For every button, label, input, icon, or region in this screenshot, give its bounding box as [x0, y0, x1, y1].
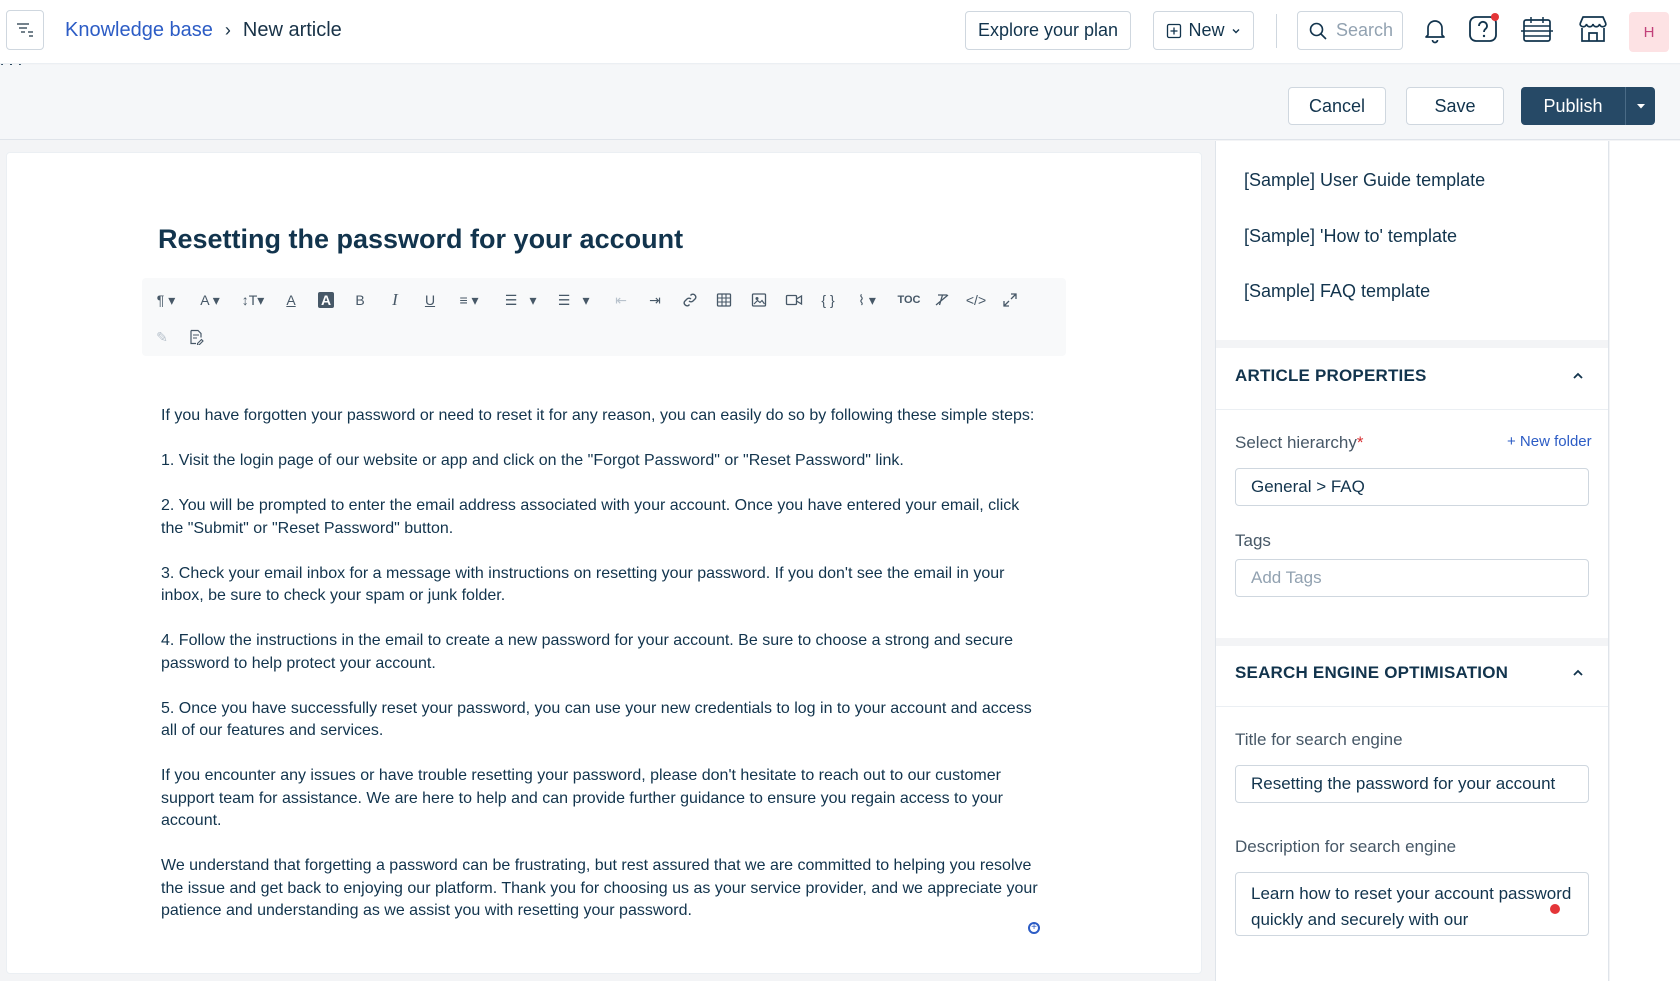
bullet-list-icon: ☰	[557, 291, 571, 308]
paragraph-icon: ¶ ▾	[156, 291, 176, 308]
seo-title-label: Title for search engine	[1235, 730, 1403, 749]
article-properties-heading[interactable]: ARTICLE PROPERTIES	[1235, 366, 1427, 385]
paperclip-icon: ⌇ ▾	[858, 291, 876, 308]
font-size-button[interactable]	[236, 288, 270, 312]
bold-button[interactable]	[348, 288, 372, 312]
font-size-icon: ↕T▾	[241, 291, 265, 308]
expand-icon	[1002, 292, 1018, 308]
publish-options-button[interactable]	[1625, 87, 1655, 125]
header-divider	[1276, 14, 1277, 48]
outdent-icon: ⇤	[615, 291, 627, 308]
store-icon	[1577, 13, 1609, 45]
paragraph-format-button[interactable]	[150, 288, 182, 312]
ordered-list-options-button[interactable]	[526, 288, 540, 312]
hierarchy-label	[1235, 433, 1364, 453]
search-placeholder: Search	[1336, 20, 1394, 40]
underline-icon: U	[424, 292, 436, 308]
seo-title-input[interactable]: Resetting the password for your account	[1235, 765, 1589, 803]
new-folder-link[interactable]: + New folder	[1507, 433, 1592, 450]
background-color-button[interactable]	[314, 288, 338, 312]
indent-button[interactable]	[643, 288, 667, 312]
article-paragraph: 5. Once you have successfully reset your password, you can use your new credentials to log in to your account and access all of our features and services.	[161, 699, 1032, 739]
code-view-button[interactable]	[964, 288, 988, 312]
ordered-list-icon: ☰	[504, 291, 518, 308]
apps-button[interactable]	[1520, 14, 1554, 46]
template-user-guide[interactable]: [Sample] User Guide template	[1244, 170, 1486, 190]
chevron-up-icon[interactable]	[1571, 369, 1585, 383]
new-button-label: New	[1188, 20, 1225, 40]
article-paragraph: 2. You will be prompted to enter the email address associated with your account. Once you have entered your email, click the "Submit" or "Reset Password" button.	[161, 497, 1020, 537]
new-button[interactable]	[1153, 11, 1254, 50]
insert-canned-response-button[interactable]	[184, 325, 208, 349]
insert-image-button[interactable]	[747, 288, 771, 312]
indent-icon: ⇥	[649, 291, 661, 308]
avatar[interactable]: H	[1629, 12, 1669, 52]
article-paragraph: 3. Check your email inbox for a message with instructions on resetting your password. If you don't see the email in your inbox, be sure to check your spam or junk folder.	[161, 564, 1005, 604]
plus-icon: +	[1031, 922, 1037, 933]
hierarchy-select[interactable]: General > FAQ	[1235, 468, 1589, 506]
article-title[interactable]: Resetting the password for your account	[158, 224, 684, 254]
template-faq[interactable]: [Sample] FAQ template	[1244, 281, 1431, 301]
bullet-list-button[interactable]	[552, 288, 576, 312]
fullscreen-button[interactable]	[998, 288, 1022, 312]
article-paragraph: We understand that forgetting a password can be frustrating, but rest assured that we are committed to helping you resolve the issue and get back to enjoying our platform. Thank you for choosing us as your service provider, and we appreciate your patience and understanding as we assist you with resetting your password.	[161, 857, 1038, 919]
align-button[interactable]	[452, 288, 486, 312]
bell-icon	[1422, 16, 1448, 44]
sidebar-toggle-button[interactable]	[6, 10, 44, 50]
video-icon	[785, 292, 803, 308]
article-paragraph: 1. Visit the login page of our website or app and click on the "Forgot Password" or "Reset Password" link.	[161, 452, 904, 469]
underline-button[interactable]	[418, 288, 442, 312]
align-icon: ≡ ▾	[459, 291, 479, 308]
clear-formatting-button[interactable]	[930, 288, 954, 312]
toc-label: TOC	[897, 294, 921, 306]
section-divider	[1216, 340, 1608, 348]
insert-video-button[interactable]	[782, 288, 806, 312]
save-button[interactable]: Save	[1406, 87, 1504, 125]
section-divider	[1216, 638, 1608, 646]
tags-label: Tags	[1235, 531, 1271, 550]
breadcrumb-current: New article	[242, 19, 342, 41]
insert-link-button[interactable]	[678, 288, 702, 312]
seo-description-textarea[interactable]: Learn how to reset your account password quickly and securely with our	[1235, 872, 1589, 936]
article-paragraph: 4. Follow the instructions in the email to create a new password for your account. Be sure to choose a strong and secure password to help protect your account.	[161, 632, 1014, 672]
bold-icon: B	[355, 292, 365, 308]
text-color-button[interactable]	[279, 288, 303, 312]
insert-code-block-button[interactable]	[816, 288, 840, 312]
table-of-contents-button[interactable]	[895, 288, 923, 312]
braces-icon: { }	[821, 292, 835, 308]
ordered-list-button[interactable]	[499, 288, 523, 312]
table-icon	[716, 292, 732, 308]
search-icon	[1308, 21, 1328, 41]
document-edit-icon	[188, 329, 204, 345]
attachment-button[interactable]	[850, 288, 884, 312]
font-icon: A ▾	[200, 291, 220, 308]
add-block-icon[interactable]	[1028, 922, 1040, 934]
italic-button[interactable]	[383, 288, 407, 312]
clear-formatting-icon	[934, 292, 950, 308]
chevron-right-icon: ›	[224, 20, 231, 40]
outdent-button[interactable]	[609, 288, 633, 312]
article-paragraph: If you encounter any issues or have trouble resetting your password, please don't hesitate to reach out to our customer support team for assistance. We are here to help and can provide further guidance to ensure you regain access to your account.	[161, 767, 1003, 829]
help-icon	[1468, 12, 1500, 46]
calendar-grid-icon	[1520, 15, 1554, 45]
caret-down-icon: ▾	[582, 291, 590, 308]
breadcrumb	[65, 19, 342, 42]
italic-icon: I	[392, 290, 398, 309]
plus-square-icon	[1166, 23, 1182, 39]
seo-heading[interactable]: SEARCH ENGINE OPTIMISATION	[1235, 663, 1509, 682]
bullet-list-options-button[interactable]	[579, 288, 593, 312]
image-icon	[751, 292, 767, 308]
section-rule	[1216, 409, 1608, 410]
explore-plan-button[interactable]: Explore your plan	[965, 11, 1131, 50]
caret-down-icon	[1636, 102, 1646, 110]
template-how-to[interactable]: [Sample] 'How to' template	[1244, 226, 1457, 246]
code-icon: </>	[965, 292, 987, 308]
seo-description-label: Description for search engine	[1235, 837, 1457, 856]
notifications-button[interactable]	[1420, 14, 1450, 46]
background-color-icon: A	[318, 292, 334, 308]
top-bar	[0, 0, 1680, 64]
article-paragraph: If you have forgotten your password or need to reset it for any reason, you can easily do so by following these simple steps:	[161, 407, 1035, 424]
font-family-button[interactable]	[194, 288, 226, 312]
breadcrumb-knowledge-base[interactable]: Knowledge base	[65, 19, 213, 41]
insert-table-button[interactable]	[712, 288, 736, 312]
required-marker: *	[1356, 433, 1364, 452]
help-button[interactable]	[1467, 12, 1501, 46]
editor-toolbar	[142, 278, 1066, 356]
chevron-down-icon	[1231, 26, 1241, 36]
link-icon	[682, 292, 698, 308]
filter-menu-icon	[15, 21, 35, 39]
format-painter-button[interactable]	[150, 325, 174, 349]
section-rule	[1216, 706, 1608, 707]
right-rail	[1610, 141, 1680, 981]
publish-button[interactable]: Publish	[1521, 87, 1625, 125]
search-box[interactable]	[1297, 11, 1403, 50]
chevron-up-icon[interactable]	[1571, 666, 1585, 680]
caret-down-icon: ▾	[529, 291, 537, 308]
marketplace-button[interactable]	[1576, 12, 1610, 46]
brush-icon: ✎	[156, 328, 168, 345]
tags-input[interactable]	[1235, 559, 1589, 597]
hierarchy-label-text: Select hierarchy	[1235, 433, 1357, 452]
article-body[interactable]	[161, 405, 1041, 945]
spellcheck-indicator	[1550, 904, 1560, 914]
text-color-icon: A	[286, 292, 296, 308]
cancel-button[interactable]: Cancel	[1288, 87, 1386, 125]
